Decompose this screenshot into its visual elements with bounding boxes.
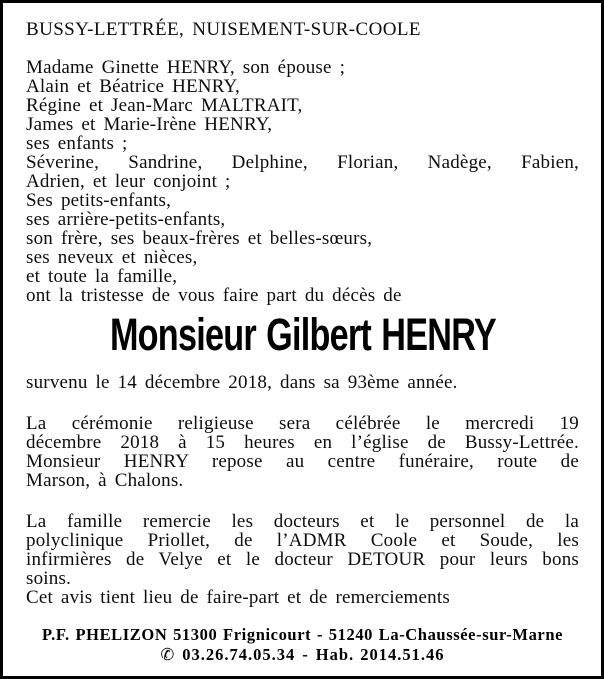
family-line: Ses petits-enfants, — [26, 190, 172, 211]
ceremony-line: décembre 2018 à 15 heures en l’église de Bussy-Lettrée. — [26, 432, 579, 453]
ceremony-line: Monsieur HENRY repose au centre funéraire, route de — [26, 451, 579, 472]
family-line: Madame Ginette HENRY, son épouse ; — [26, 57, 346, 78]
thanks-line: Cet avis tient lieu de faire-part et de remerciements — [26, 587, 450, 608]
footer-separator: - — [302, 645, 309, 664]
ceremony-paragraph — [26, 414, 579, 490]
death-date-line: survenu le 14 décembre 2018, dans sa 93ème année. — [26, 372, 458, 393]
thanks-paragraph — [26, 512, 579, 607]
family-line: Séverine, Sandrine, Delphine, Florian, Nadège, Fabien, — [26, 152, 579, 173]
thanks-line: infirmières de Velye et le docteur DETOUR pour leurs bons — [26, 549, 579, 570]
ceremony-line: Marson, à Chalons. — [26, 470, 184, 491]
family-line: et toute la famille, — [26, 266, 178, 287]
thanks-line: polyclinique Priollet, de l’ADMR Coole et Soude, les — [26, 530, 579, 551]
family-line: Adrien, et leur conjoint ; — [26, 171, 231, 192]
habilitation-number: Hab. 2014.51.46 — [315, 645, 445, 664]
family-line: ses neveux et nièces, — [26, 247, 198, 268]
family-line: ses enfants ; — [26, 133, 128, 154]
funeral-home-footer — [26, 625, 579, 665]
deceased-name — [26, 311, 579, 359]
phone-icon: ✆ — [160, 645, 176, 664]
family-line: ont la tristesse de vous faire part du décès de — [26, 285, 402, 306]
towns-header: BUSSY-LETTRÉE, NUISEMENT-SUR-COOLE — [26, 19, 421, 40]
thanks-line: soins. — [26, 568, 72, 589]
phone-number: 03.26.74.05.34 — [182, 645, 296, 664]
family-line: James et Marie-Irène HENRY, — [26, 114, 273, 135]
family-line: Alain et Béatrice HENRY, — [26, 76, 240, 97]
funeral-home-address: P.F. PHELIZON 51300 Frignicourt - 51240 La-Chaussée-sur-Marne — [41, 625, 564, 644]
funeral-home-contact — [26, 645, 579, 665]
family-line: Régine et Jean-Marc MALTRAIT, — [26, 95, 303, 116]
thanks-line: La famille remercie les docteurs et le personnel de la — [26, 511, 579, 532]
family-line: ses arrière-petits-enfants, — [26, 209, 226, 230]
family-list — [26, 58, 579, 305]
deceased-name-text: Monsieur Gilbert HENRY — [109, 309, 496, 360]
family-line: son frère, ses beaux-frères et belles-sœurs, — [26, 228, 373, 249]
ceremony-line: La cérémonie religieuse sera célébrée le mercredi 19 — [26, 413, 579, 434]
